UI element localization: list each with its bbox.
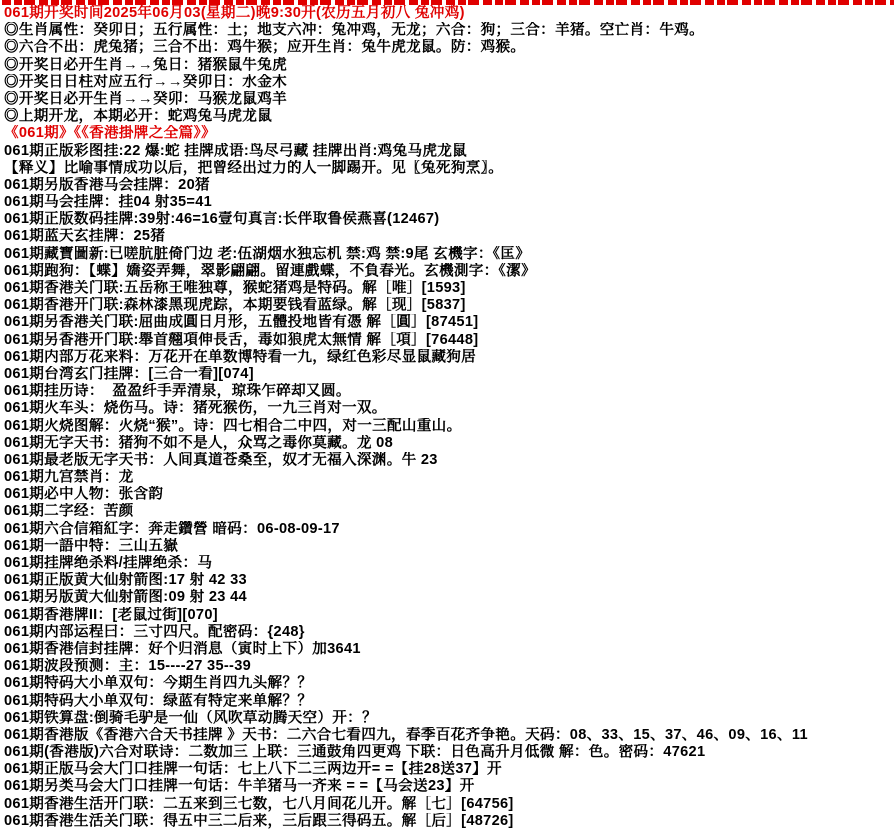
text-lines [0, 5, 894, 830]
text-line: 061期正版数码挂牌:39射:46=16壹句真言:长伴取鲁侯燕喜(12467) [4, 211, 440, 228]
text-line: 061期另版香港马会挂牌：20猪 [4, 176, 210, 193]
text-line: 061期一語中特：三山五嶽 [4, 537, 179, 554]
text-line: 061期内部万花来料：万花开在单数博特看一九，绿红色彩尽显鼠藏狗居 [4, 348, 477, 365]
text-line: 061期特码大小单双句：今期生肖四九头解？？ [4, 675, 313, 692]
text-line: 061期香港生活关门联：得五中三二后来，三后跟三得码五。解［后］[48726] [4, 812, 514, 829]
text-line: 061期香港开门联:森林漆黑现虎踪，本期要钱看蓝绿。解［现］[5837] [4, 297, 466, 314]
text-line: 061期铁算盘:倒骑毛驴是一仙（风吹草动腾天空）开：？ [4, 709, 377, 726]
text-line: 061期开奖时间2025年06月03(星期二)晚9:30开(农历五月初八 兔冲鸡) [4, 5, 465, 21]
text-line: 【释义】比喻事情成功以后，把曾经出过力的人一脚踢开。见〖兔死狗烹〗。 [4, 159, 504, 176]
text-line: 061期(香港版)六合对联诗：二数加三 上联：三通鼓角四更鸡 下联：日色高升月低微 解：色。密码：47621 [4, 744, 706, 761]
text-line: ◎生肖属性：癸卯日；五行属性：土；地支六冲：兔冲鸡，无龙；六合：狗；三合：羊猪。空亡肖：牛鸡。 [4, 22, 705, 39]
text-line: ◎开奖日必开生肖→→癸卯：马猴龙鼠鸡羊 [4, 90, 287, 107]
text-line: 061期香港版《香港六合天书挂牌 》天书：二六合七看四九，春季百花齐争艳。天码：08、33、15、37、46、09、16、11 [4, 726, 808, 743]
text-line: 061期台湾玄门挂牌：[三合一看][074] [4, 365, 254, 382]
text-line: 061期六合信箱紅字：奔走鑽營 暗码：06-08-09-17 [4, 520, 340, 537]
text-line: 061期另香港关门联:屈曲成圓日月形，五體投地皆有憑 解［圓］[87451] [4, 314, 479, 331]
text-line: 061期香港牌II：[老鼠过街][070] [4, 606, 218, 623]
text-line: ◎六合不出：虎兔猪；三合不出：鸡牛猴；应开生肖：兔牛虎龙鼠。防：鸡猴。 [4, 39, 526, 56]
text-line: 061期火车头：烧伤马。诗：猪死猴伤，一九三肖对一双。 [4, 400, 387, 417]
text-line: ◎开奖日日柱对应五行→→癸卯日：水金木 [4, 73, 287, 90]
text-line: 《061期》《《香港掛牌之全篇》》 [4, 125, 216, 142]
text-line: 061期正版马会大门口挂牌一句话：七上八下二三两边开= =【挂28送37】开 [4, 761, 502, 778]
text-line: 061期波段预测：主：15----27 35--39 [4, 658, 252, 675]
text-line: 061期正版黄大仙射箭图:17 射 42 33 [4, 572, 247, 589]
text-line: ◎上期开龙，本期必开：蛇鸡兔马虎龙鼠 [4, 108, 273, 125]
text-line: 061期必中人物：张含韵 [4, 486, 164, 503]
text-line: 061期挂牌绝杀料/挂牌绝杀：马 [4, 555, 213, 571]
text-line: 061期二字经：苦颜 [4, 503, 134, 520]
text-line: 061期挂历诗： 盈盈纤手弄清泉，琼珠乍碎却又圆。 [4, 383, 351, 400]
text-line: 061期香港生活开门联：二五来到三七数，七八月间花儿开。解［七］[64756] [4, 795, 514, 812]
text-line: 061期马会挂牌：挂04 射35=41 [4, 194, 213, 211]
text-line: 061期蓝天玄挂牌：25猪 [4, 228, 166, 245]
text-line: 061期内部运程曰：三寸四尺。配密码：{248} [4, 623, 305, 640]
text-line: ◎开奖日必开生肖→→兔日：猪猴鼠牛兔虎 [4, 56, 287, 73]
text-line: 061期另类马会大门口挂牌一句话：牛羊猪马一齐来 = =【马会送23】开 [4, 778, 475, 795]
text-line: 061期香港信封挂牌：好个归消息（寅时上下）加3641 [4, 640, 361, 657]
text-line: 061期最老版无字天书：人间真道苍桑至，奴才无福入深渊。牛 23 [4, 451, 438, 468]
text-line: 061期另版黄大仙射箭图:09 射 23 44 [4, 589, 247, 606]
text-line: 061期特码大小单双句：绿蓝有特定来单解？？ [4, 692, 313, 709]
text-line: 061期无字天书：猪狗不如不是人，众骂之毒你莫藏。龙 08 [4, 434, 393, 451]
text-line: 061期藏寶圖新:已嗟肮脏倚门边 老:伍湖烟水独忘机 禁:鸡 禁:9尾 玄機字：《匡》 [4, 245, 531, 262]
text-line: 061期香港关门联:五岳称王唯独尊，猴蛇猪鸡是特码。解［唯］[1593] [4, 280, 466, 296]
text-line: 061期另香港开门联:舉首翹項伸長舌，毒如狼虎太無情 解［項］[76448] [4, 331, 479, 348]
text-line: 061期九宫禁肖：龙 [4, 469, 134, 486]
text-line: 061期火烧图解：火烧“猴”。诗：四七相合二中四，对一三配山重山。 [4, 417, 462, 434]
text-line: 061期正版彩图挂:22 爆:蛇 挂牌成语:鸟尽弓藏 挂牌出肖:鸡兔马虎龙鼠 [4, 142, 468, 159]
text-line: 061期跑狗：【蝶】嬌姿弄舞，翠影翩翩。留連戲蝶，不負春光。玄機測字：《潔》 [4, 262, 536, 279]
